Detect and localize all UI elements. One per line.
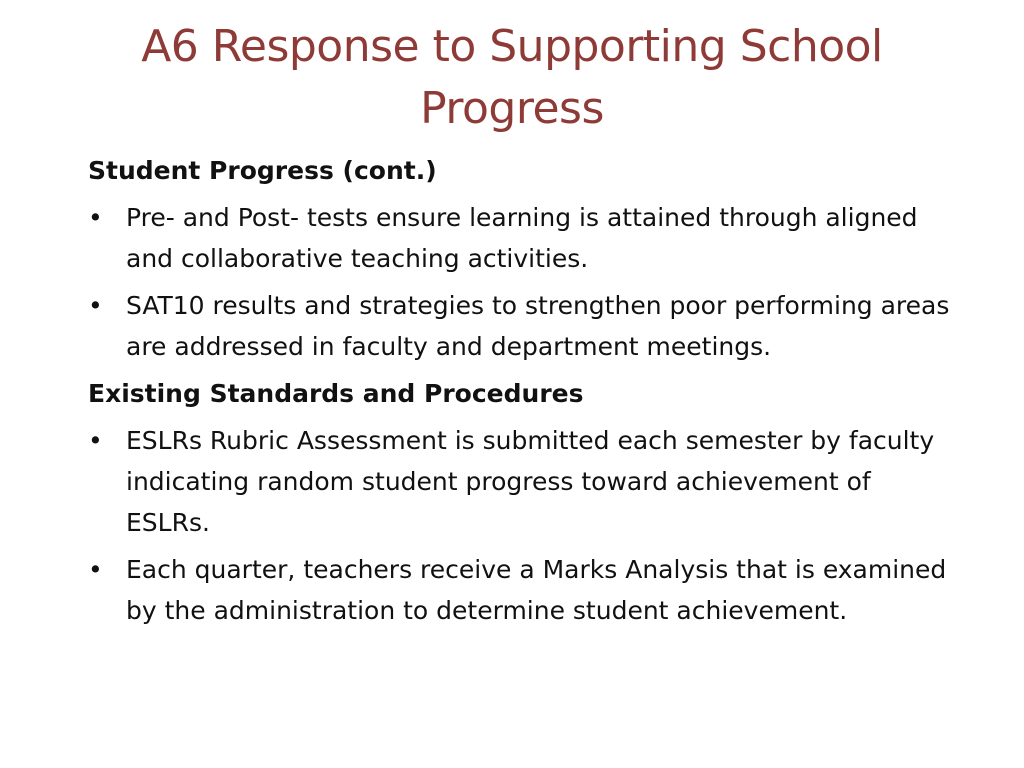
bullet-text: SAT10 results and strategies to strengthen poor performing areas are addressed in faculty and department meetings. <box>126 291 950 361</box>
bullet-item-marks-analysis <box>88 549 958 631</box>
bullet-icon: • <box>88 291 103 320</box>
section-heading-student-progress: Student Progress (cont.) <box>88 156 437 185</box>
slide-title: A6 Response to Supporting School Progress <box>141 21 883 134</box>
bullet-icon: • <box>88 426 103 455</box>
bullet-icon: • <box>88 203 103 232</box>
bullet-item-pre-post-tests <box>88 197 958 279</box>
bullet-icon: • <box>88 555 103 584</box>
bullet-text: ESLRs Rubric Assessment is submitted each semester by faculty indicating random student progress toward achievement of ESLRs. <box>126 426 935 537</box>
bullet-text: Pre- and Post- tests ensure learning is attained through aligned and collaborative teaching activities. <box>126 203 918 273</box>
slide-content <box>88 150 958 637</box>
section-heading-existing-standards: Existing Standards and Procedures <box>88 379 584 408</box>
bullet-item-eslrs-rubric <box>88 420 958 543</box>
bullet-item-sat10-results <box>88 285 958 367</box>
bullet-text: Each quarter, teachers receive a Marks Analysis that is examined by the administration to determine student achievement. <box>126 555 947 625</box>
